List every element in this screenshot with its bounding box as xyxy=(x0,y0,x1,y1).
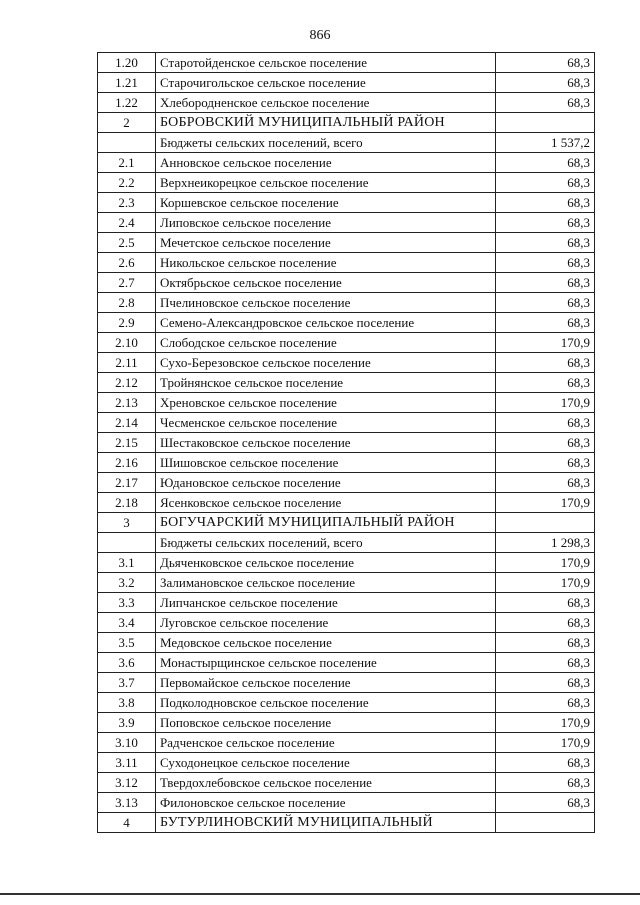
row-number-cell: 3.10 xyxy=(98,733,156,753)
row-name-cell: Филоновское сельское поселение xyxy=(156,793,496,813)
row-name-cell: Первомайское сельское поселение xyxy=(156,673,496,693)
row-name-cell: БОГУЧАРСКИЙ МУНИЦИПАЛЬНЫЙ РАЙОН xyxy=(156,513,496,533)
row-number-cell: 2.7 xyxy=(98,273,156,293)
row-number-cell: 2.4 xyxy=(98,213,156,233)
row-value-cell: 170,9 xyxy=(496,573,595,593)
row-name-cell: Мечетское сельское поселение xyxy=(156,233,496,253)
row-name-cell: Хлебородненское сельское поселение xyxy=(156,93,496,113)
row-name-cell: Липчанское сельское поселение xyxy=(156,593,496,613)
row-value-cell: 68,3 xyxy=(496,413,595,433)
row-value-cell: 170,9 xyxy=(496,713,595,733)
table-row xyxy=(98,273,595,293)
table-row xyxy=(98,153,595,173)
row-name-cell: Старочигольское сельское поселение xyxy=(156,73,496,93)
row-number-cell: 3.11 xyxy=(98,753,156,773)
row-number-cell: 2.5 xyxy=(98,233,156,253)
row-name-cell: Никольское сельское поселение xyxy=(156,253,496,273)
row-value-cell: 68,3 xyxy=(496,433,595,453)
table-row xyxy=(98,613,595,633)
row-value-cell: 170,9 xyxy=(496,493,595,513)
row-number-cell: 2.3 xyxy=(98,193,156,213)
row-name-cell: Шишовское сельское поселение xyxy=(156,453,496,473)
row-value-cell: 68,3 xyxy=(496,693,595,713)
row-name-cell: Поповское сельское поселение xyxy=(156,713,496,733)
row-name-cell: Анновское сельское поселение xyxy=(156,153,496,173)
row-number-cell: 3.7 xyxy=(98,673,156,693)
table-row xyxy=(98,593,595,613)
row-name-cell: БОБРОВСКИЙ МУНИЦИПАЛЬНЫЙ РАЙОН xyxy=(156,113,496,133)
row-value-cell: 68,3 xyxy=(496,673,595,693)
table-row xyxy=(98,533,595,553)
row-value-cell: 68,3 xyxy=(496,93,595,113)
row-number-cell: 2.2 xyxy=(98,173,156,193)
row-value-cell: 68,3 xyxy=(496,53,595,73)
row-value-cell xyxy=(496,513,595,533)
row-number-cell: 3.8 xyxy=(98,693,156,713)
row-number-cell: 3.3 xyxy=(98,593,156,613)
row-name-cell: Радченское сельское поселение xyxy=(156,733,496,753)
row-name-cell: Пчелиновское сельское поселение xyxy=(156,293,496,313)
table-row xyxy=(98,733,595,753)
table-row xyxy=(98,713,595,733)
row-value-cell: 68,3 xyxy=(496,793,595,813)
row-value-cell: 68,3 xyxy=(496,173,595,193)
row-number-cell: 3.6 xyxy=(98,653,156,673)
row-name-cell: Липовское сельское поселение xyxy=(156,213,496,233)
row-name-cell: Октябрьское сельское поселение xyxy=(156,273,496,293)
row-number-cell: 2.15 xyxy=(98,433,156,453)
table-row xyxy=(98,453,595,473)
row-name-cell: Монастырщинское сельское поселение xyxy=(156,653,496,673)
row-number-cell: 2.12 xyxy=(98,373,156,393)
table-row xyxy=(98,393,595,413)
row-number-cell xyxy=(98,533,156,553)
table-row xyxy=(98,433,595,453)
row-number-cell: 3.13 xyxy=(98,793,156,813)
table-row xyxy=(98,753,595,773)
table-row xyxy=(98,313,595,333)
table-row xyxy=(98,573,595,593)
row-value-cell: 68,3 xyxy=(496,373,595,393)
district-row xyxy=(98,113,595,133)
table-row xyxy=(98,553,595,573)
bottom-rule xyxy=(0,893,640,895)
row-number-cell: 2.18 xyxy=(98,493,156,513)
row-name-cell: Коршевское сельское поселение xyxy=(156,193,496,213)
row-value-cell: 68,3 xyxy=(496,213,595,233)
row-name-cell: Хреновское сельское поселение xyxy=(156,393,496,413)
table-row xyxy=(98,633,595,653)
row-number-cell: 2.1 xyxy=(98,153,156,173)
row-name-cell: БУТУРЛИНОВСКИЙ МУНИЦИПАЛЬНЫЙ xyxy=(156,813,496,833)
row-value-cell: 68,3 xyxy=(496,773,595,793)
table-row xyxy=(98,253,595,273)
row-value-cell: 68,3 xyxy=(496,593,595,613)
row-number-cell: 1.21 xyxy=(98,73,156,93)
table-row xyxy=(98,493,595,513)
row-number-cell: 3.12 xyxy=(98,773,156,793)
row-value-cell: 170,9 xyxy=(496,333,595,353)
table-row xyxy=(98,353,595,373)
row-number-cell: 2.16 xyxy=(98,453,156,473)
row-number-cell: 1.20 xyxy=(98,53,156,73)
row-value-cell: 68,3 xyxy=(496,473,595,493)
budget-table xyxy=(97,52,595,833)
row-name-cell: Залимановское сельское поселение xyxy=(156,573,496,593)
table-row xyxy=(98,333,595,353)
row-value-cell: 1 298,3 xyxy=(496,533,595,553)
row-number-cell: 2.17 xyxy=(98,473,156,493)
row-name-cell: Шестаковское сельское поселение xyxy=(156,433,496,453)
table-row xyxy=(98,773,595,793)
table-row xyxy=(98,73,595,93)
row-name-cell: Луговское сельское поселение xyxy=(156,613,496,633)
row-name-cell: Дьяченковское сельское поселение xyxy=(156,553,496,573)
row-name-cell: Тройнянское сельское поселение xyxy=(156,373,496,393)
table-row xyxy=(98,53,595,73)
row-name-cell: Твердохлебовское сельское поселение xyxy=(156,773,496,793)
table-row xyxy=(98,133,595,153)
district-row xyxy=(98,813,595,833)
row-value-cell: 68,3 xyxy=(496,353,595,373)
row-value-cell: 68,3 xyxy=(496,293,595,313)
row-name-cell: Суходонецкое сельское поселение xyxy=(156,753,496,773)
row-number-cell: 2.6 xyxy=(98,253,156,273)
row-name-cell: Юдановское сельское поселение xyxy=(156,473,496,493)
row-name-cell: Верхнеикорецкое сельское поселение xyxy=(156,173,496,193)
row-name-cell: Бюджеты сельских поселений, всего xyxy=(156,133,496,153)
row-value-cell: 68,3 xyxy=(496,633,595,653)
table-row xyxy=(98,473,595,493)
row-value-cell: 170,9 xyxy=(496,553,595,573)
table-row xyxy=(98,653,595,673)
row-value-cell xyxy=(496,813,595,833)
row-name-cell: Подколодновское сельское поселение xyxy=(156,693,496,713)
row-name-cell: Старотойденское сельское поселение xyxy=(156,53,496,73)
row-name-cell: Чесменское сельское поселение xyxy=(156,413,496,433)
row-name-cell: Семено-Александровское сельское поселение xyxy=(156,313,496,333)
row-value-cell: 68,3 xyxy=(496,753,595,773)
row-value-cell: 68,3 xyxy=(496,253,595,273)
table-row xyxy=(98,373,595,393)
row-number-cell: 2.9 xyxy=(98,313,156,333)
row-name-cell: Бюджеты сельских поселений, всего xyxy=(156,533,496,553)
row-name-cell: Сухо-Березовское сельское поселение xyxy=(156,353,496,373)
row-value-cell xyxy=(496,113,595,133)
row-number-cell: 2.10 xyxy=(98,333,156,353)
row-value-cell: 68,3 xyxy=(496,233,595,253)
table-row xyxy=(98,173,595,193)
table-row xyxy=(98,213,595,233)
row-name-cell: Медовское сельское поселение xyxy=(156,633,496,653)
row-number-cell: 2.11 xyxy=(98,353,156,373)
district-row xyxy=(98,513,595,533)
table-row xyxy=(98,673,595,693)
row-value-cell: 170,9 xyxy=(496,733,595,753)
row-number-cell: 3 xyxy=(98,513,156,533)
row-number-cell xyxy=(98,133,156,153)
table-row xyxy=(98,293,595,313)
row-number-cell: 3.5 xyxy=(98,633,156,653)
table-row xyxy=(98,413,595,433)
table-row xyxy=(98,193,595,213)
row-value-cell: 68,3 xyxy=(496,613,595,633)
page-number: 866 xyxy=(309,28,331,43)
row-number-cell: 4 xyxy=(98,813,156,833)
table-row xyxy=(98,793,595,813)
row-number-cell: 2.14 xyxy=(98,413,156,433)
row-number-cell: 3.4 xyxy=(98,613,156,633)
row-value-cell: 68,3 xyxy=(496,453,595,473)
table-body xyxy=(98,53,595,833)
row-value-cell: 68,3 xyxy=(496,153,595,173)
row-name-cell: Ясенковское сельское поселение xyxy=(156,493,496,513)
row-number-cell: 3.9 xyxy=(98,713,156,733)
row-value-cell: 68,3 xyxy=(496,313,595,333)
row-value-cell: 68,3 xyxy=(496,273,595,293)
table-row xyxy=(98,93,595,113)
row-value-cell: 68,3 xyxy=(496,653,595,673)
row-value-cell: 170,9 xyxy=(496,393,595,413)
row-number-cell: 2.8 xyxy=(98,293,156,313)
row-number-cell: 1.22 xyxy=(98,93,156,113)
row-number-cell: 3.1 xyxy=(98,553,156,573)
row-value-cell: 1 537,2 xyxy=(496,133,595,153)
table-row xyxy=(98,233,595,253)
row-value-cell: 68,3 xyxy=(496,73,595,93)
row-name-cell: Слободское сельское поселение xyxy=(156,333,496,353)
row-value-cell: 68,3 xyxy=(496,193,595,213)
table-row xyxy=(98,693,595,713)
row-number-cell: 2.13 xyxy=(98,393,156,413)
row-number-cell: 3.2 xyxy=(98,573,156,593)
row-number-cell: 2 xyxy=(98,113,156,133)
